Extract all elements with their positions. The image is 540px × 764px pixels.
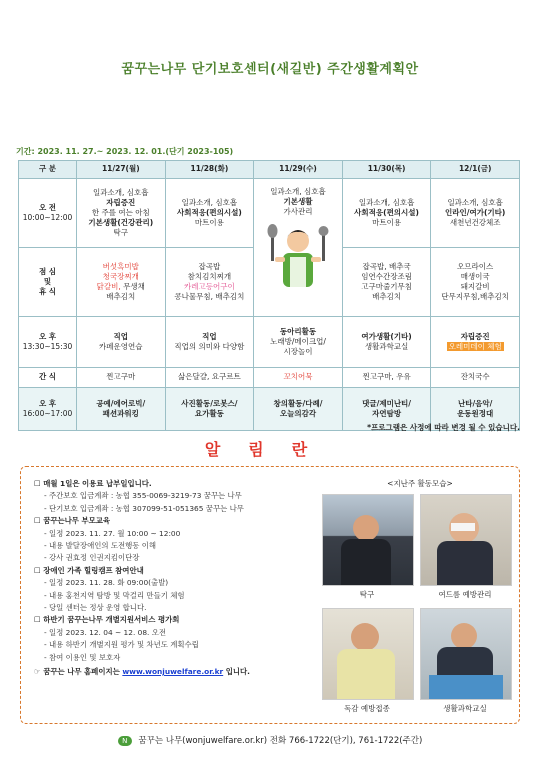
photo-caption: 여드름 예방관리 <box>438 590 492 599</box>
page-title: 꿈꾸는나무 단기보호센터(새길반) 주간생활계획안 <box>121 62 419 77</box>
notice-heading: ☐ 하반기 꿈꾸는나무 개별지원서비스 평가회 <box>34 615 180 625</box>
pm2-thu: 댓글/제미난티/ 자연탐방 <box>342 388 431 431</box>
notice-heading: ☐ 꿈꾸는나무 부모교육 <box>34 516 111 526</box>
photo-acne-care <box>420 494 512 586</box>
photos-title: <지난주 활동모습> <box>387 479 453 488</box>
footer-text: 꿈꾸는 나무(wonjuwelfare.or.kr) 전화 766-1722(단기), 761-1722(주간) <box>138 736 423 746</box>
am-tue: 일과소개, 심호흡 사회적응(편의시설) 마트이용 <box>165 179 254 248</box>
pm-thu: 여가생활(기타) 생활과학교실 <box>342 317 431 368</box>
row-label: 오 후 16:00~17:00 <box>19 388 77 431</box>
chef-illustration <box>263 221 333 293</box>
logo-icon: N <box>118 736 132 746</box>
footer <box>0 734 540 746</box>
notice-title: 알림란 <box>204 440 336 459</box>
program-note: *프로그램은 사정에 따라 변경 될 수 있습니다. <box>367 423 520 432</box>
row-label: 점 심 및 휴 식 <box>19 248 77 317</box>
photo-caption: 독감 예방접종 <box>344 704 390 713</box>
am-wed: 일과소개, 심호흡 기본생활 가사관리 <box>254 179 343 317</box>
table-row-pm <box>19 317 520 368</box>
snack-tue: 삶은달걀, 요구르트 <box>165 368 254 388</box>
table-row-am <box>19 179 520 248</box>
homepage-link[interactable]: www.wonjuwelfare.or.kr <box>122 667 224 677</box>
header-cell: 11/29(수) <box>254 161 343 179</box>
pm-mon: 직업 카페운영연습 <box>77 317 166 368</box>
header-cell: 11/27(월) <box>77 161 166 179</box>
notice-heading: ☐ 매월 1일은 이용료 납부일입니다. <box>34 479 152 488</box>
header-cell: 11/30(목) <box>342 161 431 179</box>
meal-fri: 오므라이스 매생이국 돼지갈비 단무지무침,배추김치 <box>431 248 520 317</box>
photo-caption: 탁구 <box>359 590 375 599</box>
table-row-snack <box>19 368 520 388</box>
pm2-mon: 공예/에어로빅/ 패션과워킹 <box>77 388 166 431</box>
photo-science-class <box>420 608 512 700</box>
header-cell: 11/28(화) <box>165 161 254 179</box>
am-thu: 일과소개, 심호흡 사회적응(편의시설) 마트이용 <box>342 179 431 248</box>
am-fri: 일과소개, 심호흡 인라인/여가(기타) 새천년건강체조 <box>431 179 520 248</box>
table-header-row <box>19 161 520 179</box>
header-cell: 12/1(금) <box>431 161 520 179</box>
row-label: 간 식 <box>19 368 77 388</box>
row-label: 오 전 10:00~12:00 <box>19 179 77 248</box>
header-cell: 구 분 <box>19 161 77 179</box>
pm-wed: 동아리활동 노래방/메이크업/ 시장놀이 <box>254 317 343 368</box>
pm-tue: 직업 직업의 의미와 다양함 <box>165 317 254 368</box>
photo-table-tennis <box>322 494 414 586</box>
snack-fri: 잔치국수 <box>431 368 520 388</box>
period-label: 기간: 2023. 11. 27.~ 2023. 12. 01.(단기 2023-105) <box>16 147 234 156</box>
row-label: 오 후 13:30~15:30 <box>19 317 77 368</box>
snack-thu: 찐고구마, 우유 <box>342 368 431 388</box>
snack-mon: 찐고구마 <box>77 368 166 388</box>
meal-tue: 잡곡밥 참치김치찌개 카레고등어구이 콩나물무침, 배추김치 <box>165 248 254 317</box>
notice-list: ☐ 매월 1일은 이용료 납부일입니다. - 주간보호 입금계좌 : 농협 355-0069-3219-73 꿈꾸는 나무 - 단기보호 입금계좌 : 농협 307099-51-051365 꿈꾸는 나무 ☐ 꿈꾸는나무 부모교육 - 일정 2023. 11. 27. 월 10:00 ~ 12:00 - 내용 발달장애인의 도전행동 이해 - 강사 권효정 인권지킴이단장 ☐ 장애인 가족 힐링캠프 참여안내 - 일정 2023. 11. 28. 화 09:00(출발) - 내용 홍천지역 탐방 및 막걸리 만들기 체험 - 당일 센터는 정상 운영 합니다. ☐ 하반기 꿈꾸는나무 개별지원서비스 평가회 - 일정 2023. 12. 04 ~ 12. 08. 오전 - 내용 하반기 개별지원 평가 및 차년도 계획수립 - 참여 이용인 및 보호자 ☞ 꿈꾸는 나무 홈페이지는 www.wonjuwelfare.or.kr 입니다. <box>34 478 314 679</box>
homepage-line: ☞ 꿈꾸는 나무 홈페이지는 www.wonjuwelfare.or.kr 입니다. <box>34 667 250 677</box>
snack-wed: 꼬치어묵 <box>254 368 343 388</box>
pm-fri: 자립증진 오레미데이 체험 <box>431 317 520 368</box>
photo-caption: 생활과학교실 <box>443 704 487 713</box>
photo-flu-vaccine <box>322 608 414 700</box>
meal-mon: 버섯흑미밥 청국장찌개 닭갈비, 무생채 배추김치 <box>77 248 166 317</box>
meal-thu: 잡곡밥, 배추국 임연수간장조림 고구마줄기무침 배추김치 <box>342 248 431 317</box>
notice-heading: ☐ 장애인 가족 힐링캠프 참여안내 <box>34 565 144 575</box>
pm2-fri: 난타/음악/ 운동원정대 <box>431 388 520 431</box>
pm2-wed: 창의활동/다례/ 오늘의감각 <box>254 388 343 431</box>
am-mon: 일과소개, 심호흡 자립증진 한 주를 여는 아침 기본생활(건강관리) 탁구 <box>77 179 166 248</box>
pm2-tue: 사진활동/로봇스/ 요가활동 <box>165 388 254 431</box>
weekly-plan-table <box>18 160 520 431</box>
